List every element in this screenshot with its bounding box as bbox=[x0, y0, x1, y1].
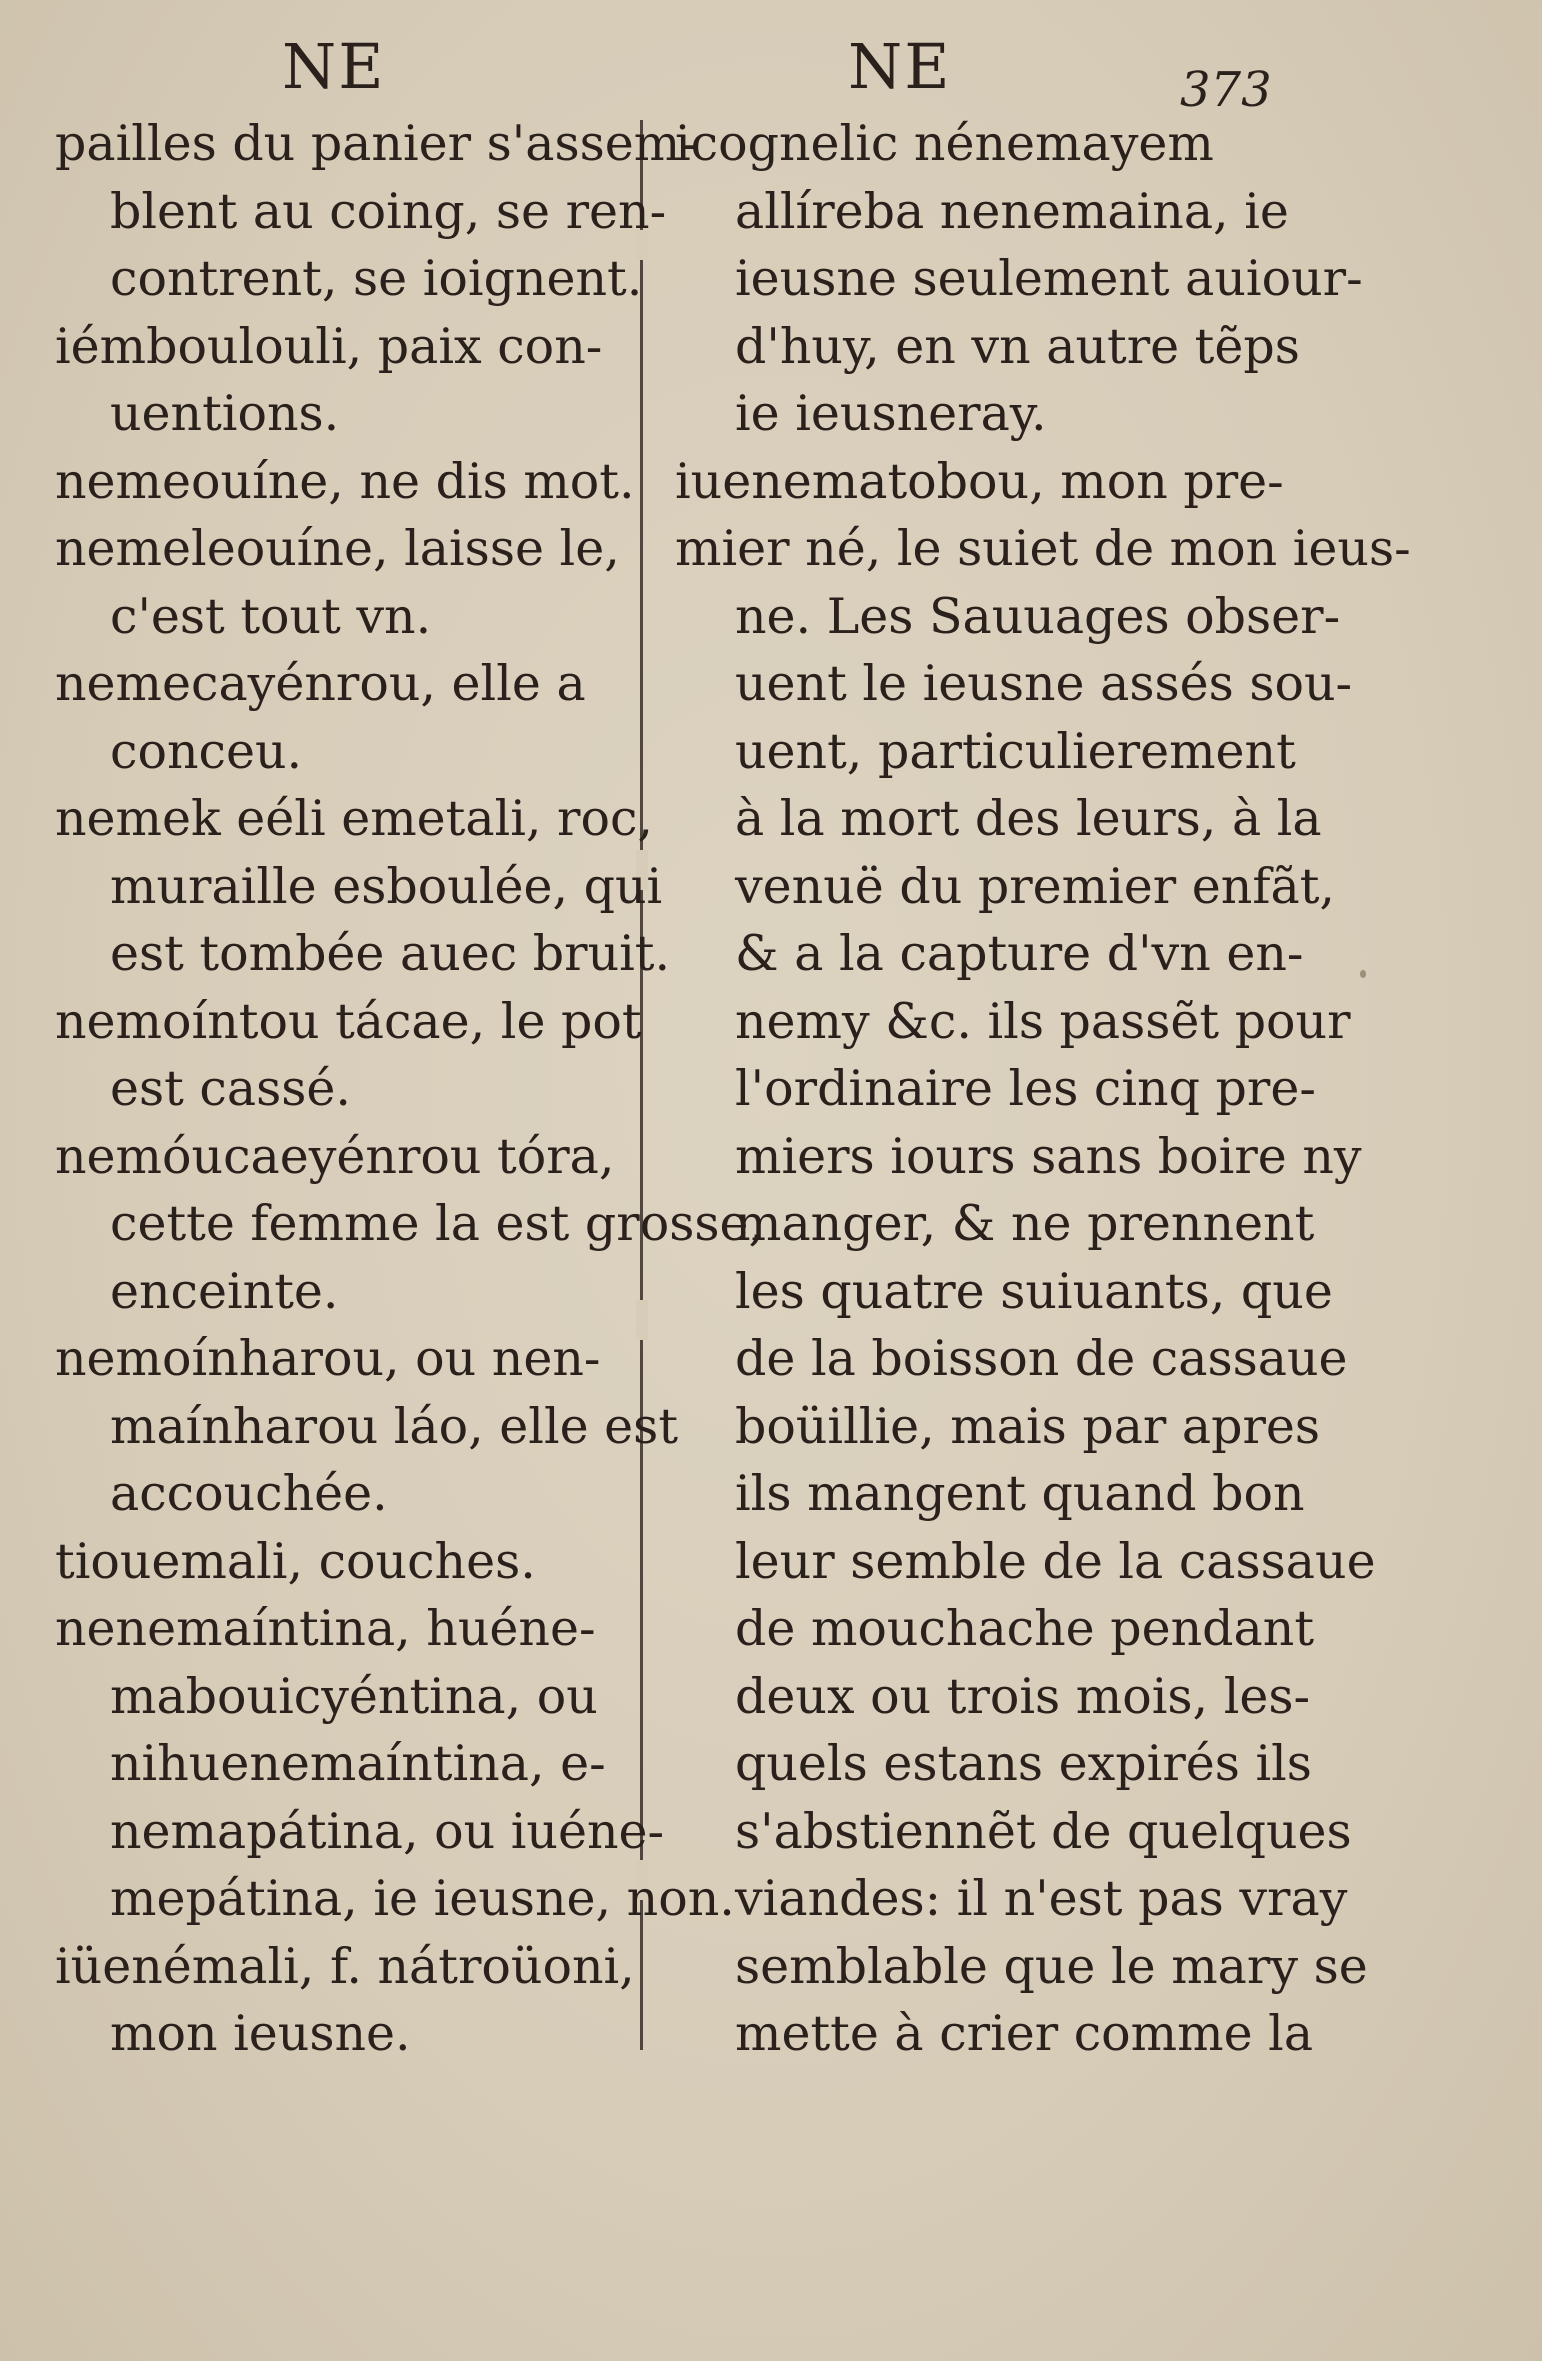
text-line: venuë du premier enfãt, bbox=[735, 857, 1335, 915]
text-line: iuenematobou, mon pre- bbox=[675, 452, 1284, 510]
right-column bbox=[675, 110, 1411, 2068]
column-divider bbox=[640, 120, 643, 2050]
text-line: uent, particulierement bbox=[735, 722, 1296, 780]
text-line: les quatre suiuants, que bbox=[735, 1262, 1333, 1320]
text-line: mette à crier comme la bbox=[735, 2005, 1314, 2062]
text-line: quels estans expirés ils bbox=[735, 1735, 1312, 1792]
text-line: est cassé. bbox=[110, 1060, 351, 1117]
text-line: nemoínharou, ou nen- bbox=[55, 1330, 601, 1387]
text-line: mon ieusne. bbox=[110, 2005, 411, 2062]
text-line: viandes: il n'est pas vray bbox=[735, 1870, 1348, 1927]
text-line: nemeouíne, ne dis mot. bbox=[55, 452, 635, 510]
text-line: d'huy, en vn autre tẽps bbox=[735, 317, 1300, 375]
text-line: mabouicyéntina, ou bbox=[110, 1667, 598, 1725]
text-line: uentions. bbox=[110, 385, 340, 442]
text-line: ieusne seulement auiour- bbox=[735, 250, 1363, 307]
text-line: l'ordinaire les cinq pre- bbox=[735, 1060, 1316, 1117]
text-line: ie ieusneray. bbox=[735, 385, 1047, 442]
text-line: nihuenemaíntina, e- bbox=[110, 1735, 606, 1792]
text-line: nemapátina, ou iuéne- bbox=[110, 1802, 665, 1860]
text-line: à la mort des leurs, à la bbox=[735, 790, 1322, 847]
text-line: deux ou trois mois, les- bbox=[735, 1667, 1311, 1725]
text-line: muraille esboulée, qui bbox=[110, 857, 663, 915]
paper-stain bbox=[1360, 970, 1366, 978]
text-line: allíreba nenemaina, ie bbox=[735, 182, 1289, 240]
text-line: mepátina, ie ieusne, non. bbox=[110, 1870, 735, 1927]
text-line: iémboulouli, paix con- bbox=[55, 317, 603, 375]
running-head-right: NE bbox=[848, 30, 952, 103]
text-line: s'abstiennẽt de quelques bbox=[735, 1802, 1352, 1860]
text-line: tiouemali, couches. bbox=[55, 1532, 536, 1590]
text-line: est tombée auec bruit. bbox=[110, 925, 671, 982]
text-line: nemeleouíne, laisse le, bbox=[55, 520, 620, 577]
text-line: mier né, le suiet de mon ieus- bbox=[675, 520, 1411, 577]
text-line: leur semble de la cassaue bbox=[735, 1532, 1376, 1590]
text-line: semblable que le mary se bbox=[735, 1937, 1368, 1995]
text-line: ils mangent quand bon bbox=[735, 1465, 1305, 1522]
text-line: & a la capture d'vn en- bbox=[735, 925, 1304, 982]
text-line: blent au coing, se ren- bbox=[110, 182, 667, 240]
text-line: miers iours sans boire ny bbox=[735, 1127, 1362, 1185]
text-line: uent le ieusne assés sou- bbox=[735, 655, 1353, 712]
text-line: iüenémali, f. nátroüoni, bbox=[55, 1937, 635, 1995]
page-number: 373 bbox=[1180, 62, 1272, 118]
text-line: nemoíntou tácae, le pot bbox=[55, 992, 642, 1050]
text-line: manger, & ne prennent bbox=[735, 1195, 1315, 1252]
text-line: de mouchache pendant bbox=[735, 1600, 1315, 1657]
text-line: icognelic nénemayem bbox=[675, 115, 1214, 172]
text-line: nemóucaeyénrou tóra, bbox=[55, 1127, 615, 1185]
text-line: conceu. bbox=[110, 722, 303, 780]
text-line: contrent, se ioignent. bbox=[110, 250, 643, 307]
text-line: nemek eéli emetali, roc, bbox=[55, 790, 654, 847]
text-line: pailles du panier s'assem- bbox=[55, 115, 697, 172]
text-line: cette femme la est grosse, bbox=[110, 1195, 765, 1252]
text-line: c'est tout vn. bbox=[110, 587, 432, 645]
text-line: accouchée. bbox=[110, 1465, 388, 1522]
text-line: nemy &c. ils passẽt pour bbox=[735, 992, 1351, 1050]
text-line: de la boisson de cassaue bbox=[735, 1330, 1348, 1387]
text-line: enceinte. bbox=[110, 1262, 339, 1320]
text-line: maínharou láo, elle est bbox=[110, 1397, 679, 1455]
text-line: ne. Les Sauuages obser- bbox=[735, 587, 1341, 645]
text-line: nemecayénrou, elle a bbox=[55, 655, 586, 712]
text-line: boüillie, mais par apres bbox=[735, 1397, 1321, 1455]
running-head-left: NE bbox=[282, 30, 386, 103]
left-column bbox=[55, 110, 765, 2068]
text-line: nenemaíntina, huéne- bbox=[55, 1600, 596, 1657]
